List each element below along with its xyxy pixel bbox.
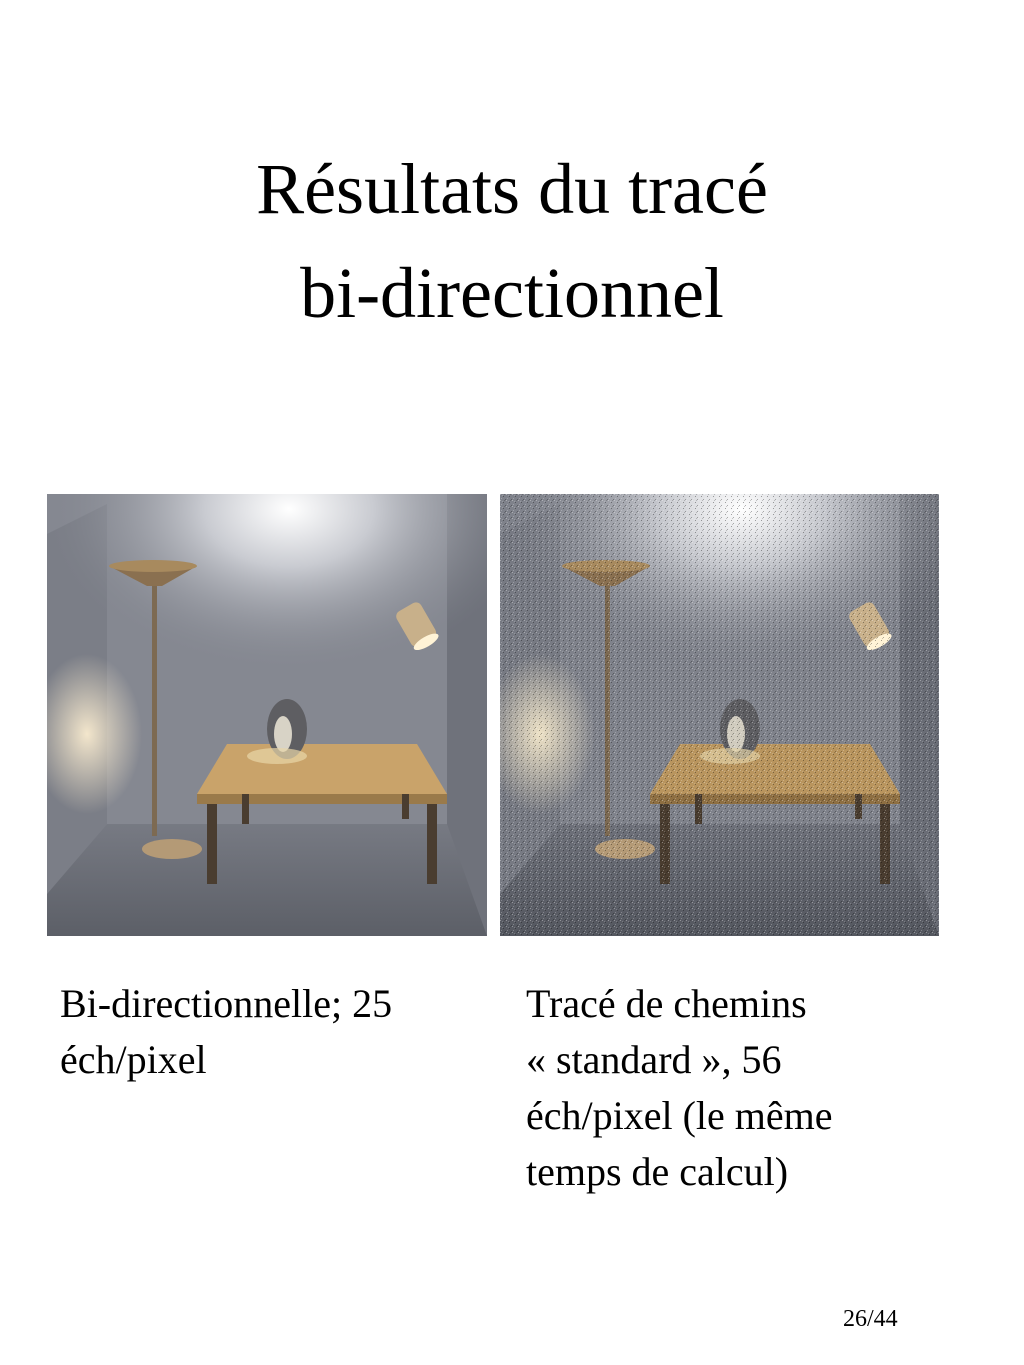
caption-right-line-3: éch/pixel (le même <box>526 1093 833 1138</box>
standard-path-tracing-render-image <box>500 494 939 936</box>
caption-left-line-2: éch/pixel <box>60 1037 207 1082</box>
page-number: 26/44 <box>843 1306 898 1332</box>
caption-bidirectional <box>60 976 480 1088</box>
bidirectional-render-image <box>47 494 487 936</box>
caption-left-line-1: Bi-directionnelle; 25 <box>60 981 393 1026</box>
caption-right-line-1: Tracé de chemins <box>526 981 807 1026</box>
caption-standard-path-tracing <box>526 976 946 1200</box>
slide-title-line-2: bi-directionnel <box>300 253 724 333</box>
caption-right-line-4: temps de calcul) <box>526 1149 789 1194</box>
caption-right-line-2: « standard », 56 <box>526 1037 782 1082</box>
slide-title-line-1: Résultats du tracé <box>256 149 768 229</box>
